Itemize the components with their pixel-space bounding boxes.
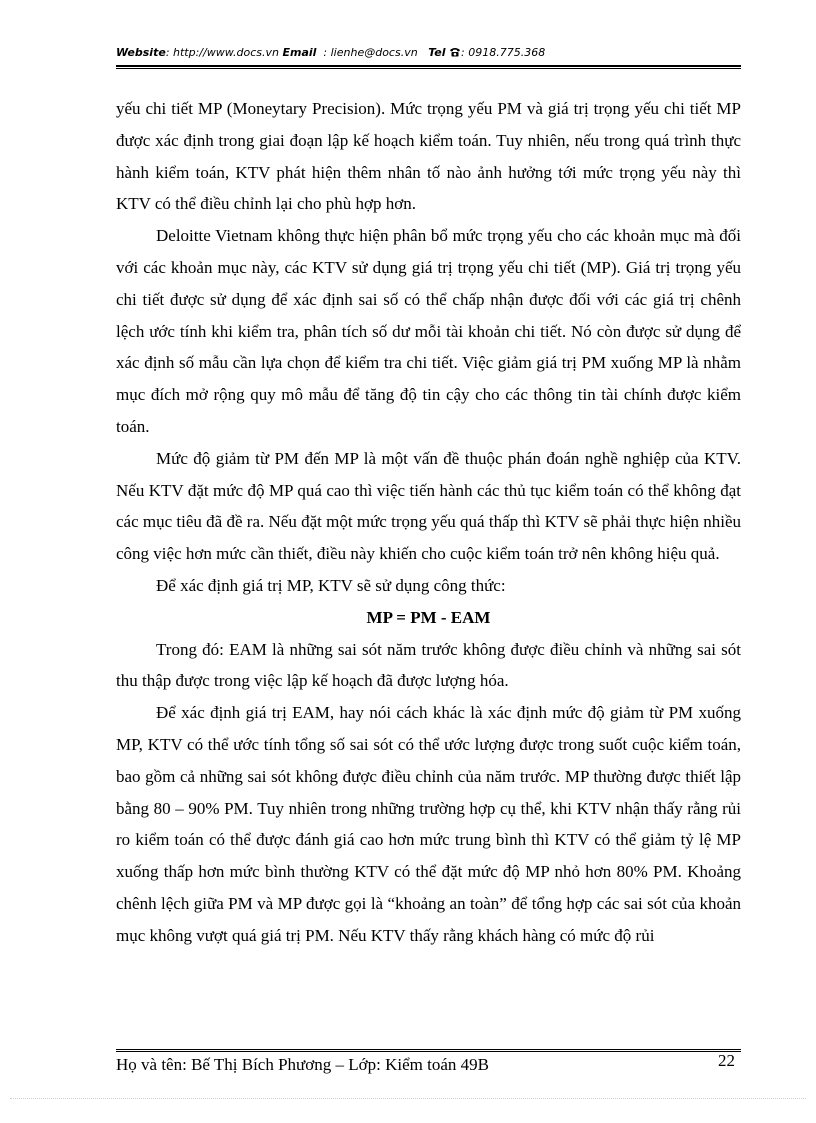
email-label: Email (282, 46, 317, 59)
paragraph-3: Mức độ giảm từ PM đến MP là một vấn đề thuộc phán đoán nghề nghiệp của KTV. Nếu KTV đặt mức độ MP quá cao thì việc tiến hành các thủ tục kiểm toán có thể không đạt các mục tiêu đã đề ra. Nếu đặt một mức trọng yếu quá thấp thì KTV sẽ phải thực hiện nhiều công việc hơn mức cần thiết, điều này khiến cho cuộc kiểm toán trở nên không hiệu quả. (116, 448, 741, 564)
paragraph-1: yếu chi tiết MP (Moneytary Precision). Mức trọng yếu PM và giá trị trọng yếu chi tiết MP được xác định trong giai đoạn lập kế hoạch kiểm toán. Tuy nhiên, nếu trong quá trình thực hành kiểm toán, KTV phát hiện thêm nhân tố nào ảnh hưởng tới mức trọng yếu này thì KTV có thể điều chỉnh lại cho phù hợp hơn. (116, 99, 741, 214)
body-text (116, 93, 741, 952)
paragraph-4: Để xác định giá trị MP, KTV sẽ sử dụng công thức: (156, 575, 506, 595)
paragraph-5: Trong đó: EAM là những sai sót năm trước không được điều chỉnh và những sai sót thu thập được trong việc lập kế hoạch đã được lượng hóa. (116, 639, 741, 691)
tel-label: Tel (428, 46, 446, 59)
page-edge-divider (10, 1098, 806, 1099)
paragraph-6: Để xác định giá trị EAM, hay nói cách khác là xác định mức độ giảm từ PM xuống MP, KTV có thể ước tính tổng số sai sót có thể ước lượng được trong suốt cuộc kiểm toán, bao gồm cả những sai sót không được điều chỉnh của năm trước. MP thường được thiết lập bằng 80 – 90% PM. Tuy nhiên trong những trường hợp cụ thể, khi KTV nhận thấy rằng rủi ro kiểm toán có thể được đánh giá cao hơn mức trung bình thì KTV có thể giảm tỷ lệ MP xuống thấp hơn mức bình thường KTV có thể đặt mức độ MP nhỏ hơn 80% PM. Khoảng chênh lệch giữa PM và MP được gọi là “khoảng an toàn” để tổng hợp các sai sót của khoản mục không vượt quá giá trị PM. Nếu KTV thấy rằng khách hàng có mức độ rủi (116, 703, 741, 945)
formula: MP = PM - EAM (366, 607, 491, 627)
phone-icon (449, 46, 461, 59)
email-value: : lienhe@docs.vn (323, 46, 418, 59)
page-number: 22 (718, 1051, 735, 1070)
website-label: Website (116, 46, 166, 59)
website-value: : http://www.docs.vn (165, 46, 279, 59)
footer-author: Họ và tên: Bế Thị Bích Phương – Lớp: Kiểm toán 49B (116, 1055, 489, 1074)
page-footer (116, 1051, 741, 1075)
tel-value: : 0918.775.368 (461, 46, 546, 59)
footer-rule (116, 1049, 741, 1052)
page-header (116, 46, 741, 59)
paragraph-2: Deloitte Vietnam không thực hiện phân bổ mức trọng yếu cho các khoản mục mà đối với các khoản mục này, các KTV sử dụng giá trị trọng yếu chi tiết (MP). Giá trị trọng yếu chi tiết được sử dụng để xác định sai số có thể chấp nhận được đối với các giá trị chênh lệch ước tính khi kiểm tra, phân tích số dư mỗi tài khoản chi tiết. Nó còn được sử dụng để xác định số mẫu cần lựa chọn để kiểm tra chi tiết. Việc giảm giá trị PM xuống MP là nhằm mục đích mở rộng quy mô mẫu để tăng độ tin cậy cho các thông tin tài chính được kiểm toán. (116, 226, 741, 436)
header-rule (116, 65, 741, 69)
